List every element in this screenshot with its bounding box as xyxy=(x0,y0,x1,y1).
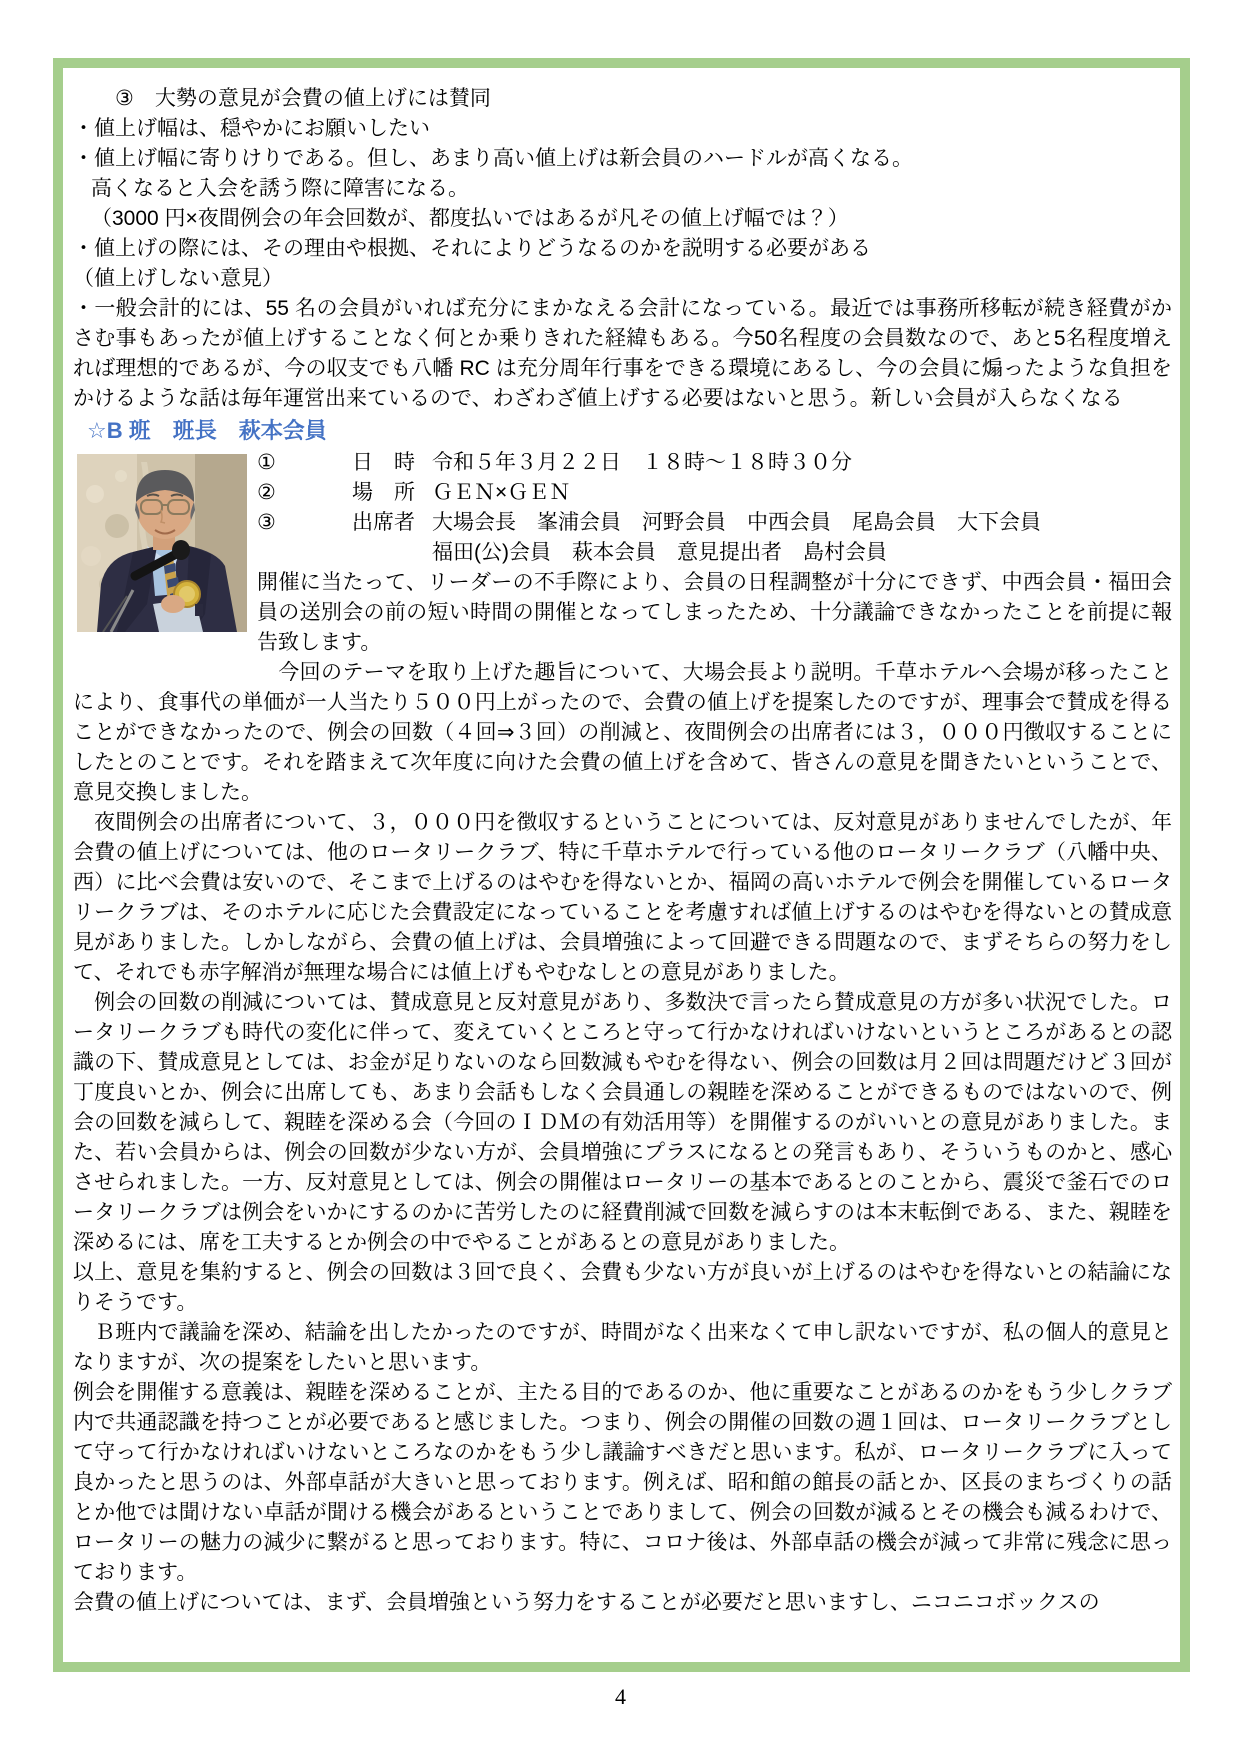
meeting-row-value: 大場会長 峯浦会員 河野会員 中西会員 尾島会員 大下会員 xyxy=(432,511,1041,534)
meeting-row-datetime xyxy=(257,448,1172,478)
paragraph-meeting-reduction: 例会の回数の削減については、賛成意見と反対意見があり、多数決で言ったら賛成意見の方が多い状況でした。ロータリークラブも時代の変化に伴って、変えていくところと守って行かなければいけないというところがあるとの認識の下、賛成意見としては、お金が足りないのなら回数減もやむを得ない、例会の回数は月２回は問題だけど３回が丁度良いとか、例会に出席しても、あまり会話もしなく会員通しの親睦を深めることができるものではないので、例会の回数を減らして、親睦を深める会（今回のＩＤＭの有効活用等）を開催するのがいいとの意見がありました。また、若い会員からは、例会の回数が少ない方が、会員増強にプラスになるとの発言もあり、そういうものかと、感心させられました。一方、反対意見としては、例会の開催はロータリーの基本であるとのことから、震災で釜石でのロータリークラブは例会をいかにするのかに苦労したのに経費削減で回数を減らすのは本末転倒である、また、親睦を深めるには、席を工夫するとか例会の中でやることがあるとの意見がありました。 xyxy=(73,991,1172,1254)
bullet-explain-reason: ・値上げの際には、その理由や根拠、それによりどうなるのかを説明する必要がある xyxy=(73,237,871,260)
meeting-row-number: ② xyxy=(257,481,276,504)
bullet-depends-note: （3000 円×夜間例会の年会回数が、都度払いではあるが凡その値上げ幅では？） xyxy=(91,207,849,230)
b-group-heading: ☆B 班 班長 萩本会員 xyxy=(87,418,327,443)
member-photo xyxy=(77,454,247,632)
meeting-row-value: 令和５年３月２２日 １８時～１８時３０分 xyxy=(432,451,852,474)
meeting-row-attendees xyxy=(257,508,1172,538)
paragraph-night-meeting-fee: 夜間例会の出席者について、３，０００円を徴収するということについては、反対意見がありませんでしたが、年会費の値上げについては、他のロータリークラブ、特に千草ホテルで行っている他のロータリークラブ（八幡中央、西）に比べ会費は安いので、そこまで上げるのはやむを得ないとか、福岡の高いホテルで例会を開催しているロータリークラブは、そのホテルに応じた会費設定になっていることを考慮すれば値上げするのはやむを得ないとの賛成意見がありました。しかしながら、会費の値上げは、会員増強によって回避できる問題なので、まずそちらの努力をして、それでも赤字解消が無理な場合には値上げもやむなしとの意見がありました。 xyxy=(73,811,1172,984)
paragraph-theme-explanation: 今回のテーマを取り上げた趣旨について、大場会長より説明。千草ホテルへ会場が移ったことにより、食事代の単価が一人当たり５００円上がったので、会費の値上げを提案したのですが、理事会で賛成を得ることができなかったので、例会の回数（４回⇒３回）の削減と、夜間例会の出席者には３，０００円徴収することにしたとのことです。それを踏まえて次年度に向けた会費の値上げを含めて、皆さんの意見を聞きたいということで、意見交換しました。 xyxy=(73,661,1172,804)
meeting-row-label: 場 所 xyxy=(352,481,415,504)
no-raise-opinion-label: （値上げしない意見） xyxy=(73,267,283,290)
meeting-row-label: 日 時 xyxy=(352,451,415,474)
meeting-row-attendees-cont xyxy=(257,538,1172,568)
document-body xyxy=(73,84,1172,1618)
bullet-moderate-raise: ・値上げ幅は、穏やかにお願いしたい xyxy=(73,117,430,140)
paragraph-personal-proposal: Ｂ班内で議論を深め、結論を出したかったのですが、時間がなく出来なくて申し訳ないですが、私の個人的意見となりますが、次の提案をしたいと思います。 xyxy=(73,1321,1172,1374)
bullet-depends-continuation: 高くなると入会を誘う際に障害になる。 xyxy=(91,177,469,200)
meeting-row-value: ＧＥＮ×ＧＥＮ xyxy=(432,481,571,504)
meeting-row-number: ① xyxy=(257,451,276,474)
page-number: 4 xyxy=(615,1684,626,1709)
opinion-agree-heading: ③ 大勢の意見が会費の値上げには賛同 xyxy=(115,87,491,110)
page-content-border xyxy=(53,58,1190,1672)
meeting-row-label-spacer xyxy=(352,538,432,568)
bullet-depends-on-amount: ・値上げ幅に寄りけりである。但し、あまり高い値上げは新会員のハードルが高くなる。 xyxy=(73,147,913,170)
paragraph-summary: 以上、意見を集約すると、例会の回数は３回で良く、会費も少ない方が良いが上げるのはやむを得ないとの結論になりそうです。 xyxy=(73,1261,1172,1314)
meeting-row-value: 福田(公)会員 萩本会員 意見提出者 島村会員 xyxy=(432,541,887,564)
meeting-row-label: 出席者 xyxy=(352,511,415,534)
paragraph-fee-raise-closing: 会費の値上げについては、まず、会員増強という努力をすることが必要だと思いますし、ニコニコボックスの xyxy=(73,1591,1100,1614)
meeting-row-place xyxy=(257,478,1172,508)
bullet-general-accounting: ・一般会計的には、55 名の会員がいれば充分にまかなえる会計になっている。最近では事務所移転が続き経費がかさむ事もあったが値上げすることなく何とか乗りきれた経緯もある。今50名程度の会員数なので、あと5名程度増えれば理想的であるが、今の収支でも八幡 RC は充分周年行事をできる環境にあるし、今の会員に煽ったような負担をかけるような話は毎年運営出来ているので、わざわざ値上げする必要はないと思う。新しい会員が入らなくなる xyxy=(73,297,1172,410)
meeting-row-number-spacer xyxy=(257,538,352,568)
paragraph-meeting-meaning: 例会を開催する意義は、親睦を深めることが、主たる目的であるのか、他に重要なことがあるのかをもう少しクラブ内で共通認識を持つことが必要であると感じました。つまり、例会の開催の回数の週１回は、ロータリークラブとして守って行かなければいけないところなのかをもう少し議論すべきだと思います。私が、ロータリークラブに入って良かったと思うのは、外部卓話が大きいと思っております。例えば、昭和館の館長の話とか、区長のまちづくりの話とか他では聞けない卓話が聞ける機会があるということでありまして、例会の回数が減るとその機会も減るわけで、ロータリーの魅力の減少に繋がると思っております。特に、コロナ後は、外部卓話の機会が減って非常に残念に思っております。 xyxy=(73,1381,1172,1584)
b-group-report-block xyxy=(73,448,1172,658)
meeting-row-number: ③ xyxy=(257,511,276,534)
b-group-intro-paragraph: 開催に当たって、リーダーの不手際により、会員の日程調整が十分にできず、中西会員・福田会員の送別会の前の短い時間の開催となってしまったため、十分議論できなかったことを前提に報告致します。 xyxy=(257,571,1172,654)
